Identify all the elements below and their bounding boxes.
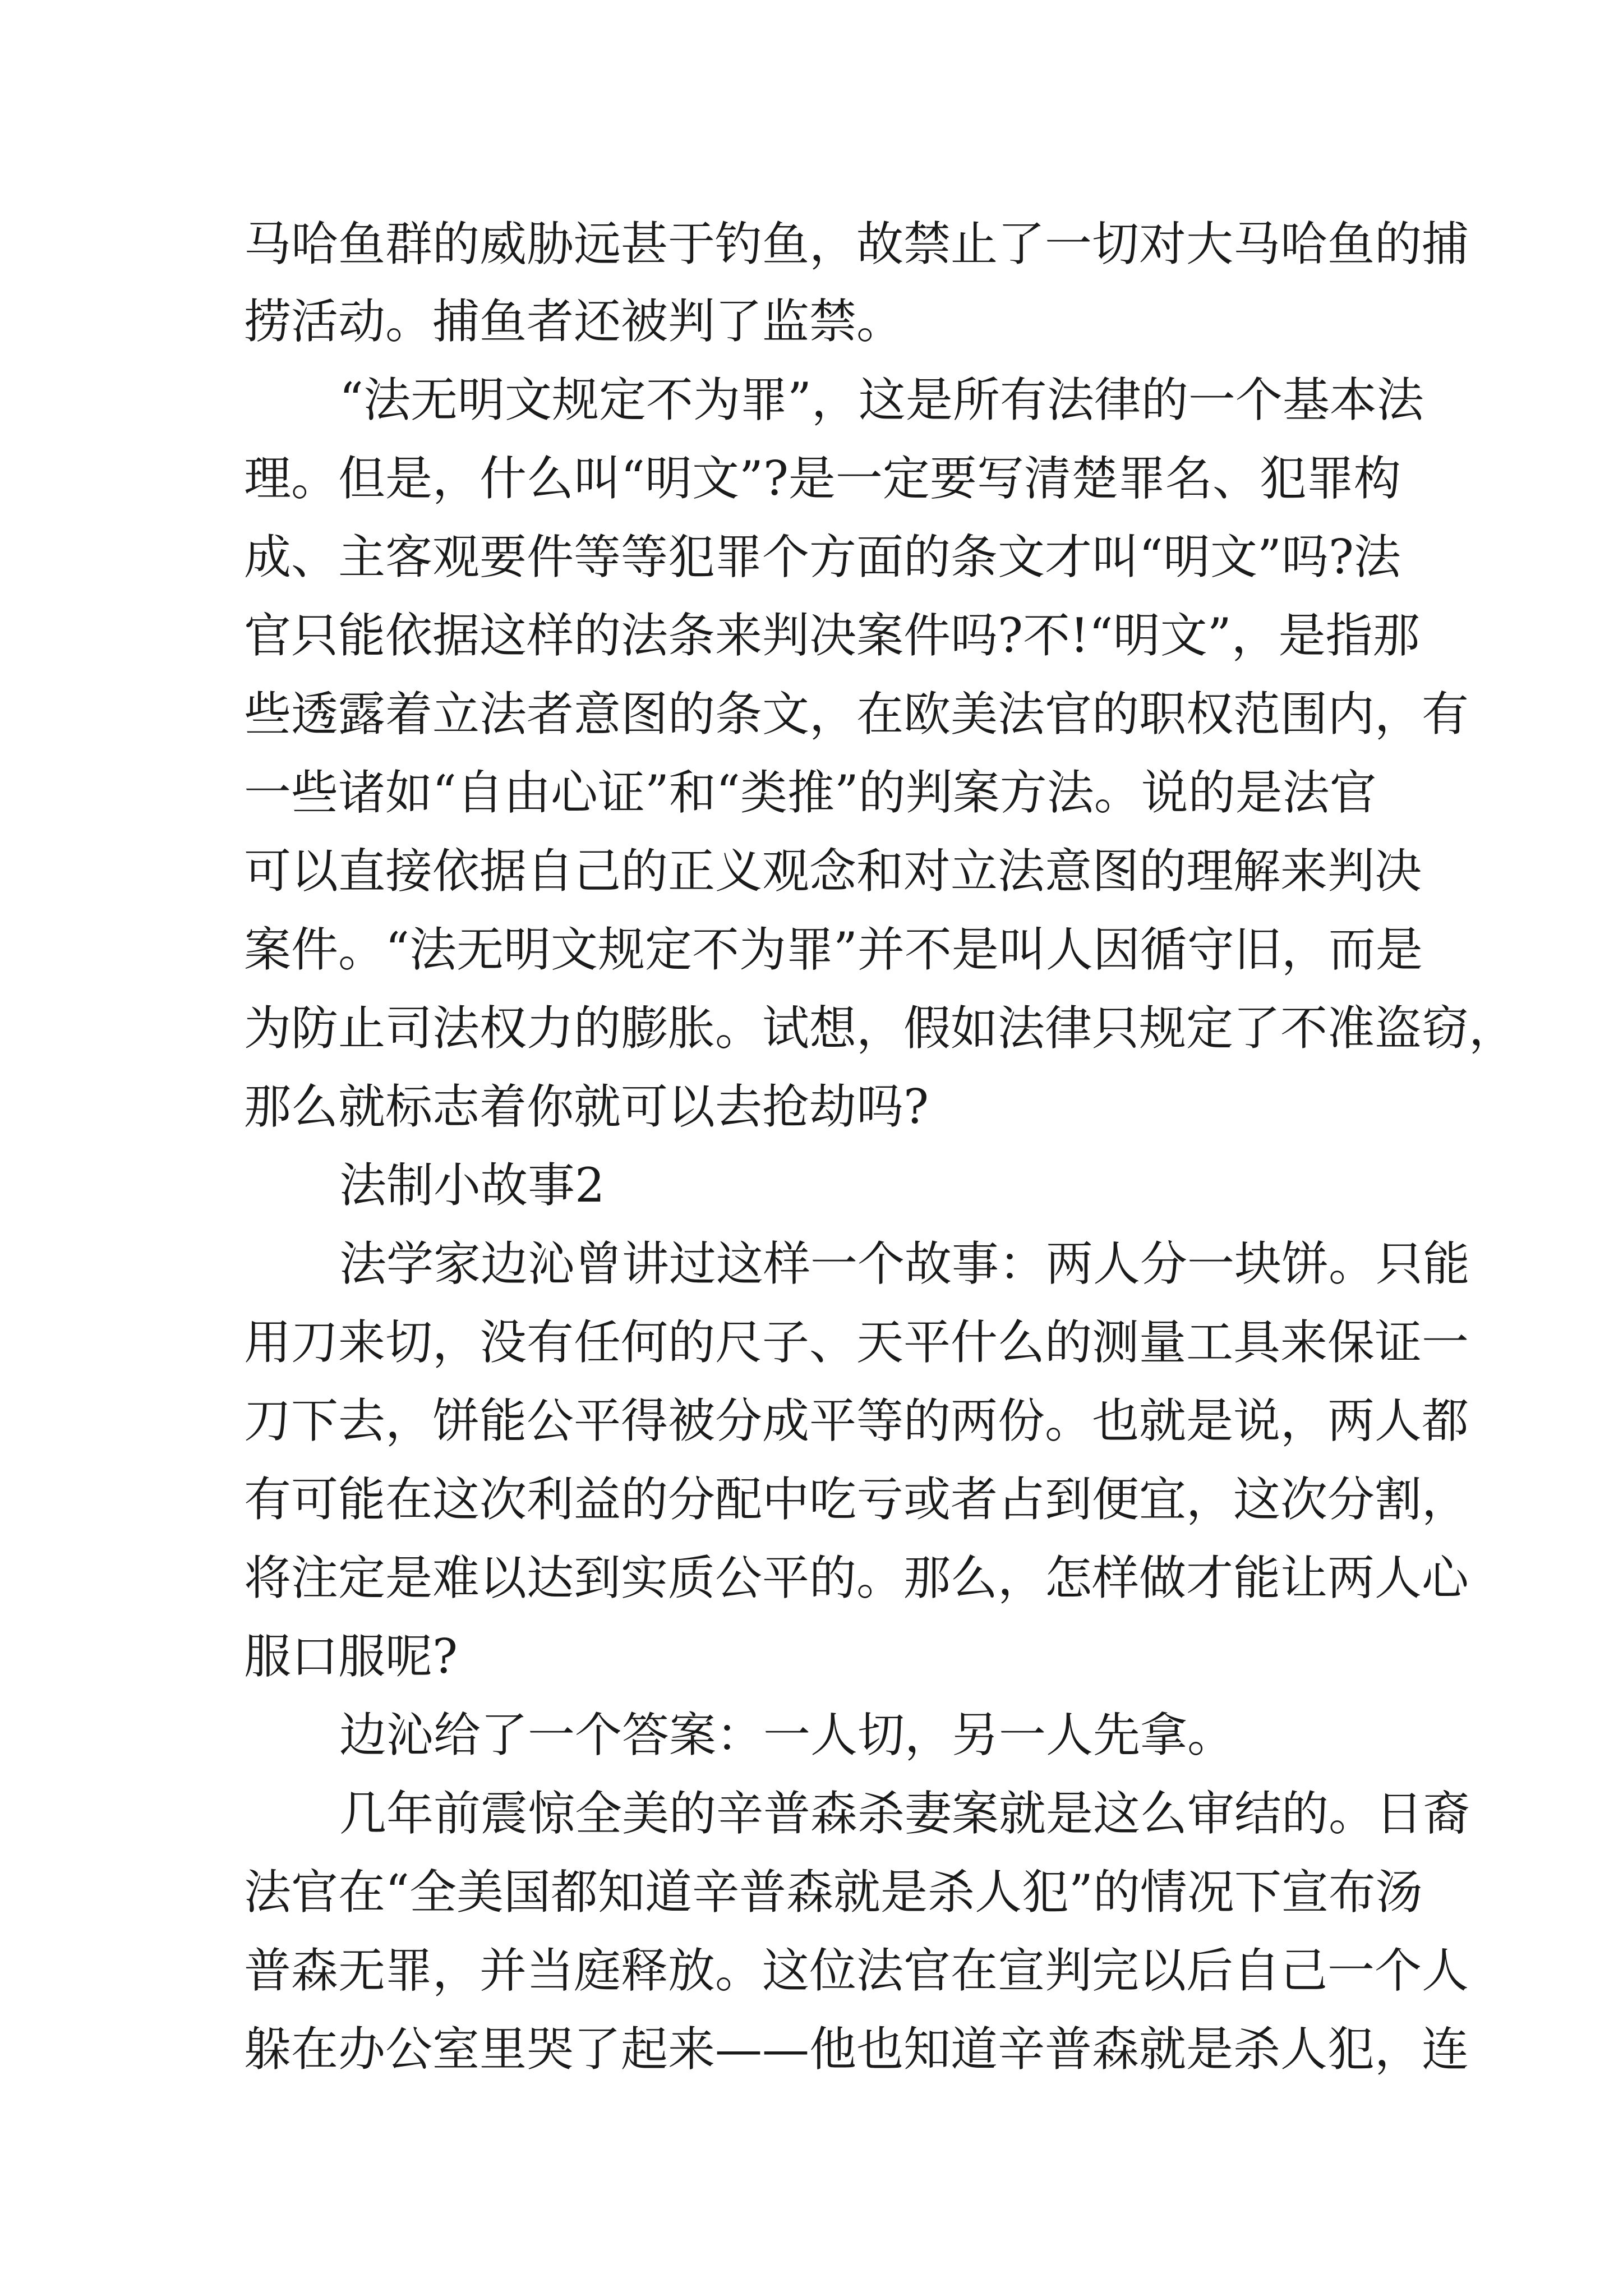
text-line: 刀下去，饼能公平得被分成平等的两份。也就是说，两人都 xyxy=(244,1393,1469,1448)
text-line: 普森无罪，并当庭释放。这位法官在宣判完以后自己一个人 xyxy=(244,1943,1469,1998)
text-line: 那么就标志着你就可以去抢劫吗? xyxy=(244,1079,929,1134)
text-line: 法学家边沁曾讲过这样一个故事：两人分一块饼。只能 xyxy=(339,1236,1470,1291)
text-line: 几年前震惊全美的辛普森杀妻案就是这么审结的。日裔 xyxy=(339,1786,1470,1841)
text-line: 一些诸如“自由心证”和“类推”的判案方法。说的是法官 xyxy=(244,765,1377,820)
text-line: 可以直接依据自己的正义观念和对立法意图的理解来判决 xyxy=(244,844,1422,899)
text-line: 有可能在这次利益的分配中吃亏或者占到便宜，这次分割， xyxy=(244,1472,1469,1527)
text-line: 理。但是，什么叫“明文”?是一定要写清楚罪名、犯罪构 xyxy=(244,451,1401,506)
text-line: 将注定是难以达到实质公平的。那么，怎样做才能让两人心 xyxy=(244,1550,1469,1605)
text-line: 案件。“法无明文规定不为罪”并不是叫人因循守旧，而是 xyxy=(244,922,1423,977)
text-line: 为防止司法权力的膨胀。试想，假如法律只规定了不准盗窃， xyxy=(244,1001,1516,1056)
text-line: 马哈鱼群的威胁远甚于钓鱼，故禁止了一切对大马哈鱼的捕 xyxy=(244,217,1469,272)
text-line: 服口服呢? xyxy=(244,1629,458,1684)
section-heading: 法制小故事2 xyxy=(339,1158,605,1213)
text-line: 用刀来切，没有任何的尺子、天平什么的测量工具来保证一 xyxy=(244,1315,1469,1370)
text-line: 成、主客观要件等等犯罪个方面的条文才叫“明文”吗?法 xyxy=(244,530,1401,585)
text-line: 官只能依据这样的法条来判决案件吗?不!“明文”，是指那 xyxy=(244,608,1420,663)
text-line: 躲在办公室里哭了起来——他也知道辛普森就是杀人犯，连 xyxy=(244,2022,1469,2077)
text-line: “法无明文规定不为罪”，这是所有法律的一个基本法 xyxy=(339,372,1424,427)
text-line: 些透露着立法者意图的条文，在欧美法官的职权范围内，有 xyxy=(244,687,1469,742)
text-line: 法官在“全美国都知道辛普森就是杀人犯”的情况下宣布汤 xyxy=(244,1865,1423,1920)
text-line: 边沁给了一个答案：一人切，另一人先拿。 xyxy=(339,1708,1235,1763)
text-line: 捞活动。捕鱼者还被判了监禁。 xyxy=(244,294,904,349)
